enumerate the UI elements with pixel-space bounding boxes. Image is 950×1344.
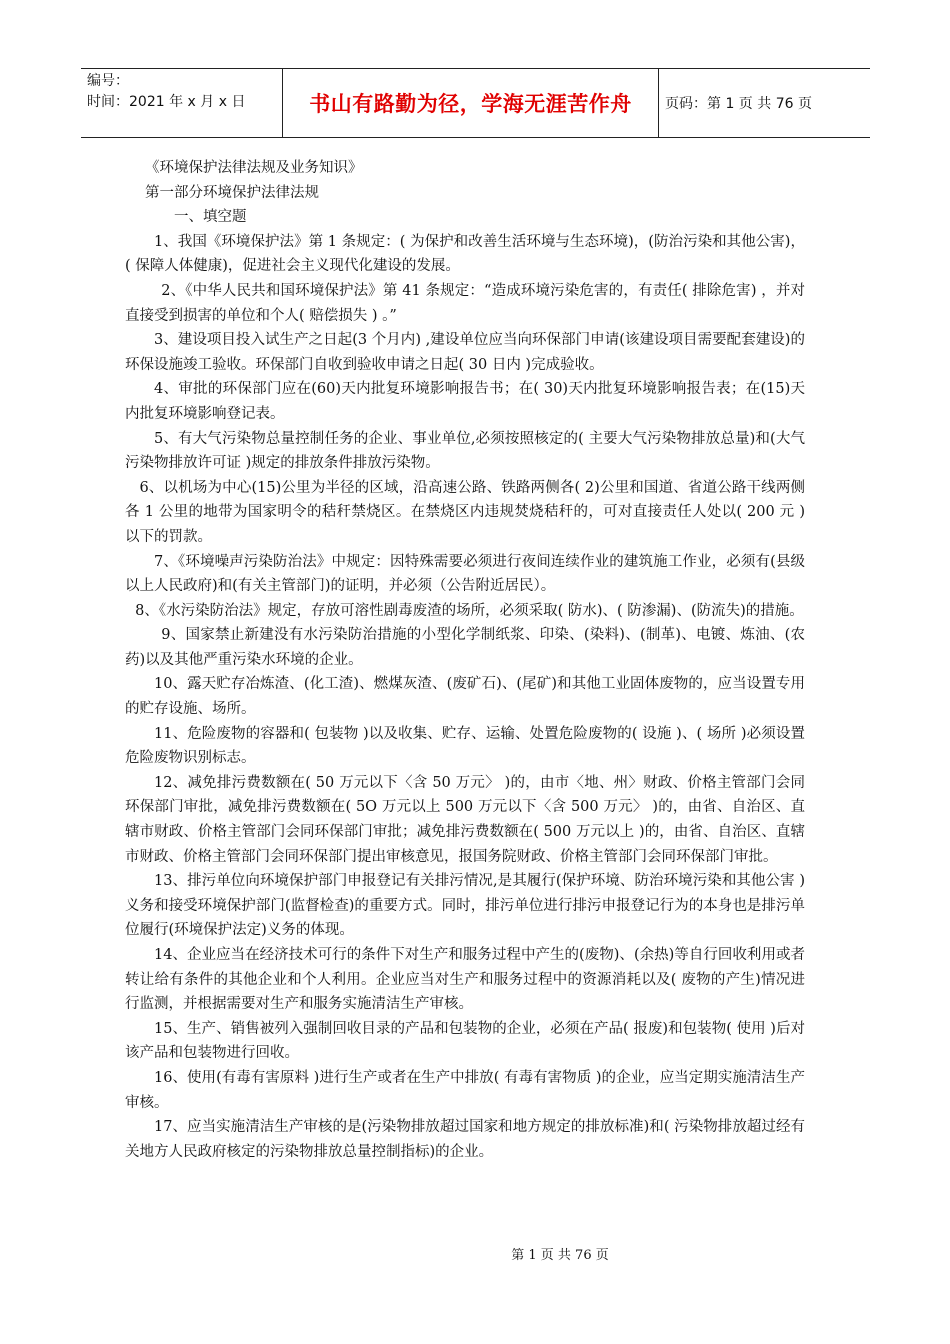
doc-time-label: 时间：2021 年 x 月 x 日 [87,94,246,110]
list-item: 12、减免排污费数额在( 50 万元以下〈含 50 万元〉 )的，由市〈地、州〉财政、价格主管部门会同环保部门审批，减免排污费数额在( 5O 万元以上 500 万元以下〈含 500 万元〉 )的，由省、自治区、直辖市财政、价格主管部门会同环保部门审批；减免排污费数额在( 500 万元以上 )的，由省、自治区、直辖市财政、价格主管部门会同环保部门提出审核意见，报国务院财政、价格主管部门会同环保部门审批。 [125,774,805,865]
list-item: 7、《环境噪声污染防治法》中规定：因特殊需要必须进行夜间连续作业的建筑施工作业，必须有(县级以上人民政府)和(有关主管部门)的证明，并必须（公告附近居民）。 [125,553,805,595]
doc-title: 《环境保护法律法规及业务知识》 [145,160,363,176]
doc-number-label: 编号： [87,73,129,89]
header-meta [81,69,283,137]
doc-part-heading: 第一部分环境保护法律法规 [145,184,319,201]
list-item: 8、《水污染防治法》规定，存放可溶性剧毒废渣的场所，必须采取( 防水)、( 防渗漏)、(防流失)的措施。 [135,602,804,619]
list-item: 17、应当实施清洁生产审核的是(污染物排放超过国家和地方规定的排放标准)和( 污染物排放超过经有关地方人民政府核定的污染物排放总量控制指标)的企业。 [125,1119,805,1160]
document-body [125,156,805,1164]
header-page-number: 页码：第 1 页 共 76 页 [665,96,812,112]
list-item: 6、以机场为中心(15)公里为半径的区域，沿高速公路、铁路两侧各( 2)公里和国道、省道公路干线两侧各 1 公里的地带为国家明令的秸秆禁烧区。在禁烧区内违规焚烧秸秆的，可对直接责任人处以( 200 元 )以下的罚款。 [125,479,805,545]
list-item: 1、我国《环境保护法》第 1 条规定：( 为保护和改善生活环境与生态环境)，(防治污染和其他公害)，( 保障人体健康)，促进社会主义现代化建设的发展。 [125,233,805,275]
list-item: 4、审批的环保部门应在(60)天内批复环境影响报告书；在( 30)天内批复环境影响报告表；在(15)天内批复环境影响登记表。 [125,381,805,422]
list-item: 3、建设项目投入试生产之日起(3 个月内) ,建设单位应当向环保部门申请(该建设项目需要配套建设)的环保设施竣工验收。环保部门自收到验收申请之日起( 30 日内 )完成验收。 [125,332,805,373]
page-footer: 第 1 页 共 76 页 [511,1248,609,1263]
doc-section-heading: 一、填空题 [174,209,247,226]
list-item: 11、危险废物的容器和( 包装物 )以及收集、贮存、运输、处置危险废物的( 设施 )、( 场所 )必须设置危险废物识别标志。 [125,725,805,767]
list-item: 5、有大气污染物总量控制任务的企业、事业单位,必须按照核定的( 主要大气污染物排放总量)和(大气污染物排放许可证 )规定的排放条件排放污染物。 [125,430,805,472]
list-item: 2、《中华人民共和国环境保护法》第 41 条规定：“造成环境污染危害的，有责任( 排除危害) ，并对直接受到损害的单位和个人( 赔偿损失 ) 。” [125,282,805,324]
list-item: 16、使用(有毒有害原料 )进行生产或者在生产中排放( 有毒有害物质 )的企业，应当定期实施清洁生产审核。 [125,1069,805,1111]
list-item: 10、露天贮存冶炼渣、(化工渣)、燃煤灰渣、(废矿石)、(尾矿)和其他工业固体废物的，应当设置专用的贮存设施、场所。 [125,676,805,718]
list-item: 13、排污单位向环境保护部门申报登记有关排污情况,是其履行(保护环境、防治环境污染和其他公害 )义务和接受环境保护部门(监督检查)的重要方式。同时，排污单位进行排污申报登记行为的本身也是排污单位履行(环境保护法定)义务的体现。 [125,873,805,939]
list-item: 9、国家禁止新建没有水污染防治措施的小型化学制纸浆、印染、(染料)、(制革)、电镀、炼油、(农药)以及其他严重污染水环境的企业。 [125,627,805,668]
document-header [81,68,870,138]
header-motto: 书山有路勤为径，学海无涯苦作舟 [283,69,659,137]
list-item: 14、企业应当在经济技术可行的条件下对生产和服务过程中产生的(废物)、(余热)等自行回收利用或者转让给有条件的其他企业和个人利用。企业应当对生产和服务过程中的资源消耗以及( 废物的产生)情况进行监测，并根据需要对生产和服务实施清洁生产审核。 [125,947,805,1013]
list-item: 15、生产、销售被列入强制回收目录的产品和包装物的企业，必须在产品( 报废)和包装物( 使用 )后对该产品和包装物进行回收。 [125,1020,805,1062]
